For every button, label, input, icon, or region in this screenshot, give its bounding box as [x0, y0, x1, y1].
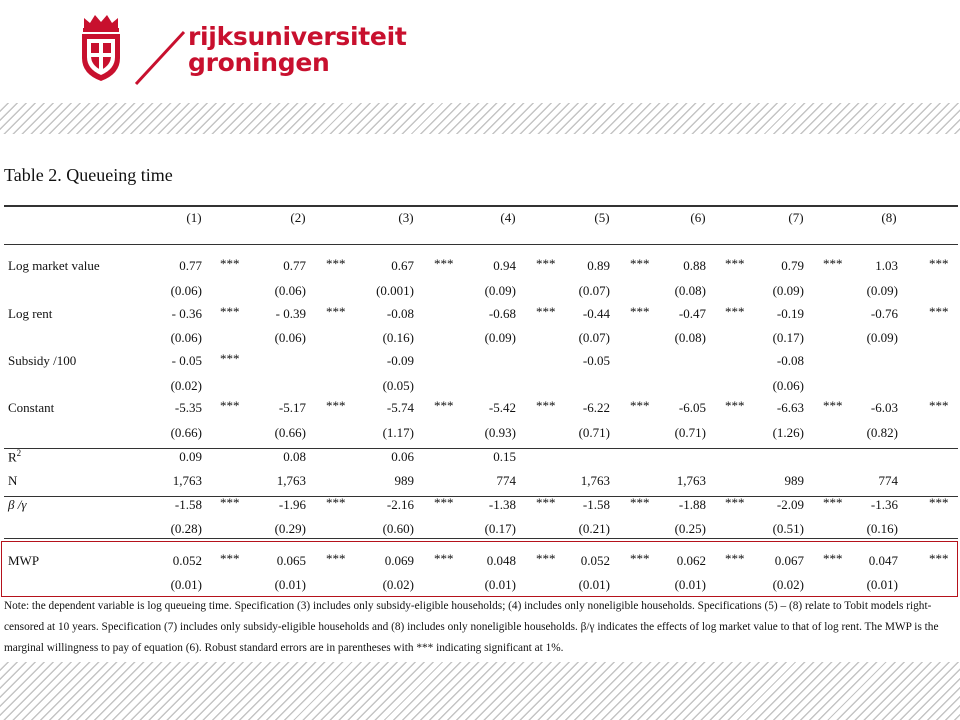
std-error: (0.16): [382, 330, 414, 345]
coef-value: 0.069: [384, 553, 414, 568]
std-error: (0.66): [274, 425, 306, 440]
std-error: (0.02): [382, 577, 414, 592]
row-label: MWP: [8, 553, 40, 568]
coef-value: 0.062: [676, 553, 706, 568]
std-error: (0.06): [170, 330, 202, 345]
coef-value: -0.76: [870, 306, 898, 321]
column-header: (8): [881, 210, 897, 225]
row-label: Log rent: [8, 306, 53, 321]
coef-value: - 0.05: [171, 353, 202, 368]
coef-value: -2.09: [776, 497, 804, 512]
std-error: (0.01): [866, 577, 898, 592]
mwp-rule: [4, 538, 958, 539]
coef-value: -0.68: [488, 306, 516, 321]
coef-value: - 0.39: [275, 306, 306, 321]
coef-value: -6.03: [870, 400, 898, 415]
significance-stars: ***: [536, 398, 556, 413]
std-error: (0.01): [674, 577, 706, 592]
significance-stars: ***: [725, 398, 745, 413]
coef-value: 0.067: [774, 553, 804, 568]
row-label: β /γ: [8, 497, 27, 512]
footer-hatch-band: [0, 662, 960, 720]
significance-stars: ***: [630, 304, 650, 319]
coef-value: 1.03: [875, 258, 898, 273]
r2-value: 0.15: [493, 449, 516, 464]
coef-value: - 0.36: [171, 306, 202, 321]
coef-value: 0.048: [486, 553, 516, 568]
coef-value: 0.065: [276, 553, 306, 568]
std-error: (0.06): [274, 330, 306, 345]
significance-stars: ***: [929, 551, 949, 566]
coef-value: -0.08: [776, 353, 804, 368]
coef-value: -1.38: [488, 497, 516, 512]
r2-value: 0.09: [179, 449, 202, 464]
std-error: (0.06): [772, 378, 804, 393]
std-error: (0.09): [866, 283, 898, 298]
std-error: (0.01): [170, 577, 202, 592]
std-error: (0.01): [484, 577, 516, 592]
std-error: (0.02): [170, 378, 202, 393]
table-note: Note: the dependent variable is log queueing time. Specification (3) includes only subsidy-eligible households; (4) includes only noneligible households. Specifications (5) – (8) relate to Tobit models right-censored at 10 years. Specification (7) includes only subsidy-eligible households and (8) includes only noneligible households. β/γ indicates the effects of log market value to that of log rent. The MWP is the marginal willingness to pay of equation (6). Robust standard errors are in parentheses with *** indicating significant at 1%.: [4, 600, 939, 654]
n-value: 1,763: [580, 473, 610, 488]
std-error: (0.02): [772, 577, 804, 592]
significance-stars: ***: [929, 256, 949, 271]
significance-stars: ***: [630, 256, 650, 271]
brand-line-1: rijksuniversiteit: [188, 22, 407, 51]
r2-value: 0.08: [283, 449, 306, 464]
table-top-rule: [4, 205, 958, 207]
row-label-n: N: [8, 473, 18, 488]
coef-value: -0.19: [776, 306, 804, 321]
coef-value: 0.052: [172, 553, 202, 568]
n-value: 774: [496, 473, 516, 488]
significance-stars: ***: [220, 256, 240, 271]
coef-value: -1.36: [870, 497, 898, 512]
significance-stars: ***: [929, 304, 949, 319]
coef-value: -0.47: [678, 306, 706, 321]
coef-value: -5.42: [488, 400, 516, 415]
significance-stars: ***: [326, 495, 346, 510]
std-error: (0.93): [484, 425, 516, 440]
std-error: (0.06): [170, 283, 202, 298]
significance-stars: ***: [630, 398, 650, 413]
coef-value: -0.09: [386, 353, 414, 368]
std-error: (1.17): [382, 425, 414, 440]
n-value: 989: [784, 473, 804, 488]
significance-stars: ***: [725, 551, 745, 566]
significance-stars: ***: [220, 398, 240, 413]
r2-label-sup: 2: [16, 448, 22, 458]
significance-stars: ***: [929, 495, 949, 510]
coef-value: 0.67: [391, 258, 414, 273]
std-error: (0.06): [274, 283, 306, 298]
n-value: 1,763: [276, 473, 306, 488]
coef-value: -1.96: [278, 497, 306, 512]
std-error: (0.09): [484, 283, 516, 298]
coef-value: -0.44: [582, 306, 610, 321]
coef-value: -0.05: [582, 353, 610, 368]
coef-value: -5.35: [174, 400, 202, 415]
coef-value: -2.16: [386, 497, 414, 512]
std-error: (0.01): [578, 577, 610, 592]
n-value: 989: [394, 473, 414, 488]
significance-stars: ***: [326, 304, 346, 319]
std-error: (0.07): [578, 330, 610, 345]
std-error: (0.16): [866, 521, 898, 536]
brand-line-2: groningen: [188, 48, 330, 77]
std-error: (0.60): [382, 521, 414, 536]
significance-stars: ***: [630, 495, 650, 510]
std-error: (0.01): [274, 577, 306, 592]
coef-value: -1.58: [582, 497, 610, 512]
std-error: (0.25): [674, 521, 706, 536]
significance-stars: ***: [326, 551, 346, 566]
std-error: (0.29): [274, 521, 306, 536]
std-error: (0.09): [484, 330, 516, 345]
std-error: (1.26): [772, 425, 804, 440]
std-error: (0.08): [674, 330, 706, 345]
n-value: 774: [878, 473, 898, 488]
significance-stars: ***: [220, 351, 240, 366]
significance-stars: ***: [536, 304, 556, 319]
n-value: 1,763: [676, 473, 706, 488]
coef-value: 0.89: [587, 258, 610, 273]
significance-stars: ***: [929, 398, 949, 413]
row-label: Constant: [8, 400, 55, 415]
significance-stars: ***: [630, 551, 650, 566]
significance-stars: ***: [725, 495, 745, 510]
coef-value: 0.052: [580, 553, 610, 568]
header-rule: [4, 244, 958, 245]
r2-value: 0.06: [391, 449, 414, 464]
column-header: (3): [398, 210, 414, 225]
coef-value: -5.74: [386, 400, 414, 415]
significance-stars: ***: [434, 495, 454, 510]
std-error: (0.28): [170, 521, 202, 536]
significance-stars: ***: [536, 495, 556, 510]
significance-stars: ***: [434, 398, 454, 413]
row-label: Log market value: [8, 258, 100, 273]
std-error: (0.51): [772, 521, 804, 536]
coef-value: 0.047: [868, 553, 898, 568]
std-error: (0.05): [382, 378, 414, 393]
column-header: (7): [788, 210, 804, 225]
r2-label-base: R: [8, 449, 17, 465]
column-header: (1): [186, 210, 202, 225]
coef-value: -1.58: [174, 497, 202, 512]
std-error: (0.71): [674, 425, 706, 440]
coef-value: 0.79: [781, 258, 804, 273]
significance-stars: ***: [326, 256, 346, 271]
significance-stars: ***: [536, 551, 556, 566]
divider-slash: [132, 30, 188, 86]
significance-stars: ***: [220, 551, 240, 566]
significance-stars: ***: [725, 304, 745, 319]
coef-value: 0.94: [493, 258, 516, 273]
significance-stars: ***: [220, 304, 240, 319]
std-error: (0.66): [170, 425, 202, 440]
coef-value: -6.63: [776, 400, 804, 415]
coef-value: -5.17: [278, 400, 306, 415]
significance-stars: ***: [434, 551, 454, 566]
n-value: 1,763: [172, 473, 202, 488]
std-error: (0.21): [578, 521, 610, 536]
std-error: (0.17): [772, 330, 804, 345]
column-header: (5): [594, 210, 610, 225]
significance-stars: ***: [823, 551, 843, 566]
significance-stars: ***: [434, 256, 454, 271]
std-error: (0.001): [376, 283, 414, 298]
coef-value: 0.77: [283, 258, 306, 273]
std-error: (0.07): [578, 283, 610, 298]
std-error: (0.09): [866, 330, 898, 345]
brand-wordmark: [188, 24, 407, 76]
significance-stars: ***: [725, 256, 745, 271]
coef-value: 0.88: [683, 258, 706, 273]
significance-stars: ***: [823, 256, 843, 271]
coef-value: -0.08: [386, 306, 414, 321]
significance-stars: ***: [326, 398, 346, 413]
significance-stars: ***: [823, 398, 843, 413]
table-title: Table 2. Queueing time: [4, 165, 173, 185]
significance-stars: ***: [536, 256, 556, 271]
row-label: Subsidy /100: [8, 353, 77, 368]
std-error: (0.71): [578, 425, 610, 440]
std-error: (0.09): [772, 283, 804, 298]
row-label-r2: [8, 446, 21, 464]
column-header: (6): [690, 210, 706, 225]
column-header: (4): [500, 210, 516, 225]
significance-stars: ***: [823, 495, 843, 510]
significance-stars: ***: [220, 495, 240, 510]
university-crest-icon: [78, 14, 124, 82]
coef-value: 0.77: [179, 258, 202, 273]
header-hatch-band: [0, 103, 960, 134]
coef-value: -1.88: [678, 497, 706, 512]
column-header: (2): [290, 210, 306, 225]
coef-value: -6.22: [582, 400, 610, 415]
std-error: (0.82): [866, 425, 898, 440]
std-error: (0.17): [484, 521, 516, 536]
std-error: (0.08): [674, 283, 706, 298]
coef-value: -6.05: [678, 400, 706, 415]
